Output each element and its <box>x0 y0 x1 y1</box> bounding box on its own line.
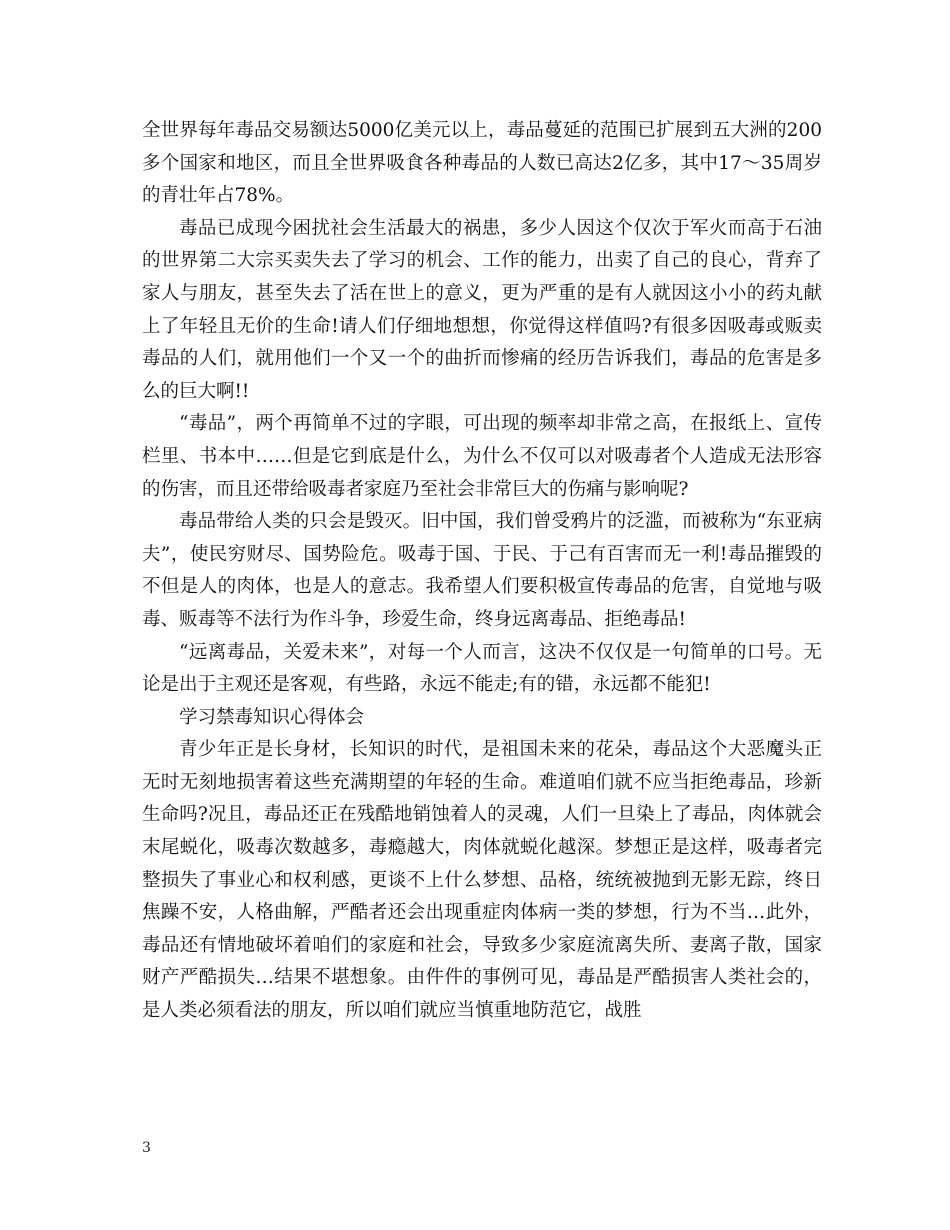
section-heading: 学习禁毒知识心得体会 <box>179 706 365 728</box>
paragraph-drug-statistics: 全世界每年毒品交易额达5000亿美元以上，毒品蔓延的范围已扩展到五大洲的200多个国家和地区，而且全世界吸食各种毒品的人数已高达2亿多，其中17～35周岁的青壮年占78%。 <box>142 120 822 207</box>
paragraph-what-is-drug: “毒品”，两个再简单不过的字眼，可出现的频率却非常之高，在报纸上、宣传栏里、书本中……但是它到底是什么，为什么不仅可以对吸毒者个人造成无法形容的伤害，而且还带给吸毒者家庭乃至社会非常巨大的伤痛与影响呢? <box>142 413 822 500</box>
document-body <box>142 115 822 1028</box>
paragraph-slogan: “远离毒品，关爱未来”，对每一个人而言，这决不仅仅是一句简单的口号。无论是出于主观还是客观，有些路，永远不能走;有的错，永远都不能犯! <box>142 641 822 696</box>
paragraph-drug-harm: 毒品已成现今困扰社会生活最大的祸患，多少人因这个仅次于军火而高于石油的世界第二大宗买卖失去了学习的机会、工作的能力，出卖了自己的良心，背弃了家人与朋友，甚至失去了活在世上的意义，更为严重的是有人就因这小小的药丸献上了年轻且无价的生命!请人们仔细地想想，你觉得这样值吗?有很多因吸毒或贩卖毒品的人们，就用他们一个又一个的曲折而惨痛的经历告诉我们，毒品的危害是多么的巨大啊!! <box>142 217 822 402</box>
paragraph-youth: 青少年正是长身材，长知识的时代，是祖国未来的花朵，毒品这个大恶魔头正无时无刻地损害着这些充满期望的年轻的生命。难道咱们就不应当拒绝毒品，珍新生命吗?况且，毒品还正在残酷地销蚀着人的灵魂，人们一旦染上了毒品，肉体就会末尾蜕化，吸毒次数越多，毒瘾越大，肉体就蜕化越深。梦想正是这样，吸毒者完整损失了事业心和权利感，更谈不上什么梦想、品格，统统被抛到无影无踪，终日焦躁不安，人格曲解，严酷者还会出现重症肉体病一类的梦想，行为不当…此外，毒品还有情地破坏着咱们的家庭和社会，导致多少家庭流离失所、妻离子散，国家财产严酷损失…结果不堪想象。由件件的事例可见，毒品是严酷损害人类社会的，是人类必须看法的朋友，所以咱们就应当慎重地防范它，战胜 <box>142 739 822 1022</box>
paragraph-history: 毒品带给人类的只会是毁灭。旧中国，我们曾受鸦片的泛滥，而被称为“东亚病夫”，使民穷财尽、国势险危。吸毒于国、于民、于己有百害而无一利!毒品摧毁的不但是人的肉体，也是人的意志。我希望人们要积极宣传毒品的危害，自觉地与吸毒、贩毒等不法行为作斗争，珍爱生命，终身远离毒品、拒绝毒品! <box>142 511 822 630</box>
page-number: 3 <box>142 1140 151 1156</box>
